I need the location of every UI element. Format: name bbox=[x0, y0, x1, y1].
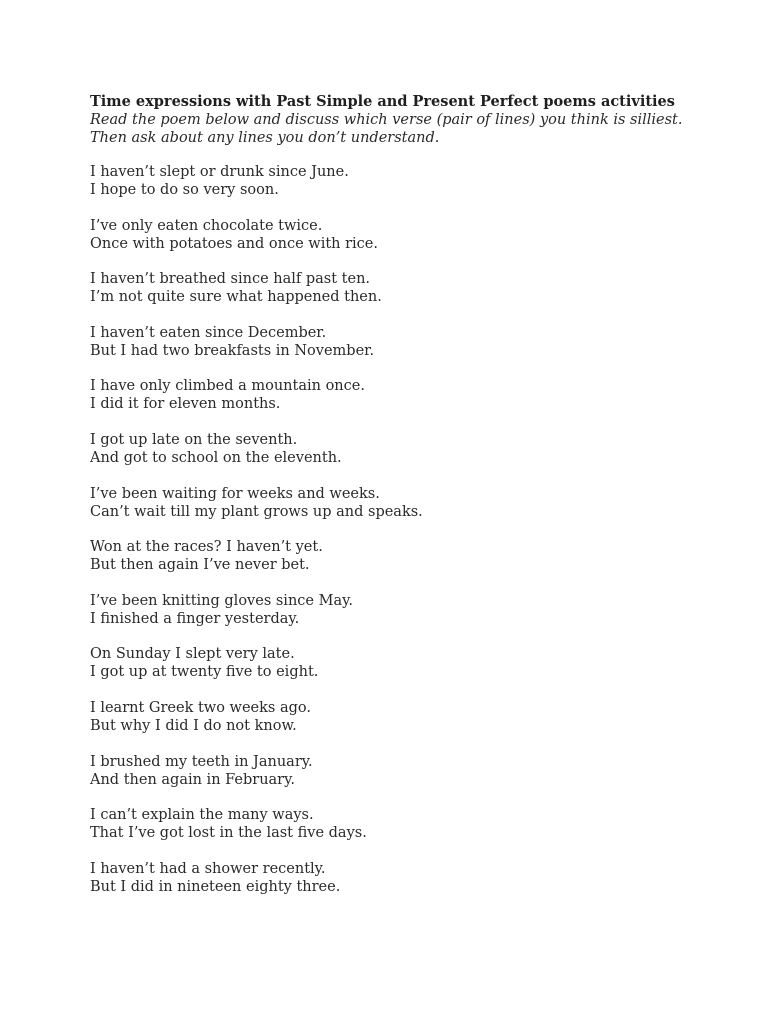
verse-line: But I did in nineteen eighty three. bbox=[90, 878, 341, 895]
verse-line: I haven’t had a shower recently. bbox=[90, 860, 326, 877]
verse-line: And then again in February. bbox=[90, 771, 295, 788]
verse-line: I can’t explain the many ways. bbox=[90, 807, 314, 824]
verse bbox=[90, 324, 710, 360]
verse bbox=[90, 753, 710, 789]
verse-line: But I had two breakfasts in November. bbox=[90, 342, 375, 359]
verse bbox=[90, 270, 710, 306]
verse-line: Won at the races? I haven’t yet. bbox=[90, 539, 323, 556]
verse-line: I’ve been waiting for weeks and weeks. bbox=[90, 485, 380, 502]
verse-line: I haven’t breathed since half past ten. bbox=[90, 271, 371, 288]
verse-line: I finished a finger yesterday. bbox=[90, 610, 300, 627]
verse-line: I brushed my teeth in January. bbox=[90, 753, 313, 770]
verse-line: I did it for eleven months. bbox=[90, 396, 281, 413]
document-title: Time expressions with Past Simple and Present Perfect poems activities bbox=[90, 93, 675, 110]
verse-line: I haven’t eaten since December. bbox=[90, 324, 327, 341]
verse bbox=[90, 431, 710, 467]
verse-line: I’ve only eaten chocolate twice. bbox=[90, 217, 323, 234]
verse-line: I learnt Greek two weeks ago. bbox=[90, 699, 311, 716]
verse-line: But then again I’ve never bet. bbox=[90, 557, 310, 574]
verse bbox=[90, 645, 710, 681]
verse bbox=[90, 538, 710, 574]
verse-line: I’ve been knitting gloves since May. bbox=[90, 592, 353, 609]
verse bbox=[90, 806, 710, 842]
verse bbox=[90, 860, 710, 896]
verse bbox=[90, 377, 710, 413]
verse-line: Can’t wait till my plant grows up and speaks. bbox=[90, 503, 423, 520]
verse-line: I got up late on the seventh. bbox=[90, 431, 298, 448]
verse bbox=[90, 699, 710, 735]
verse-line: I haven’t slept or drunk since June. bbox=[90, 164, 349, 180]
verse-line: And got to school on the eleventh. bbox=[90, 449, 342, 466]
verse-line: But why I did I do not know. bbox=[90, 717, 297, 734]
verse-line: I hope to do so very soon. bbox=[90, 182, 279, 198]
verse bbox=[90, 485, 710, 521]
verse-line: Once with potatoes and once with rice. bbox=[90, 235, 378, 252]
verse-line: I’m not quite sure what happened then. bbox=[90, 289, 382, 306]
verse bbox=[90, 163, 710, 199]
verse-line: On Sunday I slept very late. bbox=[90, 646, 295, 663]
verse-line: That I’ve got lost in the last five days. bbox=[90, 825, 367, 842]
verse-line: I got up at twenty five to eight. bbox=[90, 664, 319, 681]
verse bbox=[90, 592, 710, 628]
instructions-text: Read the poem below and discuss which verse (pair of lines) you think is silliest. Then ask about any lines you don’t understand. bbox=[90, 112, 683, 146]
document-page bbox=[90, 92, 710, 913]
verse bbox=[90, 217, 710, 253]
verse-line: I have only climbed a mountain once. bbox=[90, 378, 365, 395]
